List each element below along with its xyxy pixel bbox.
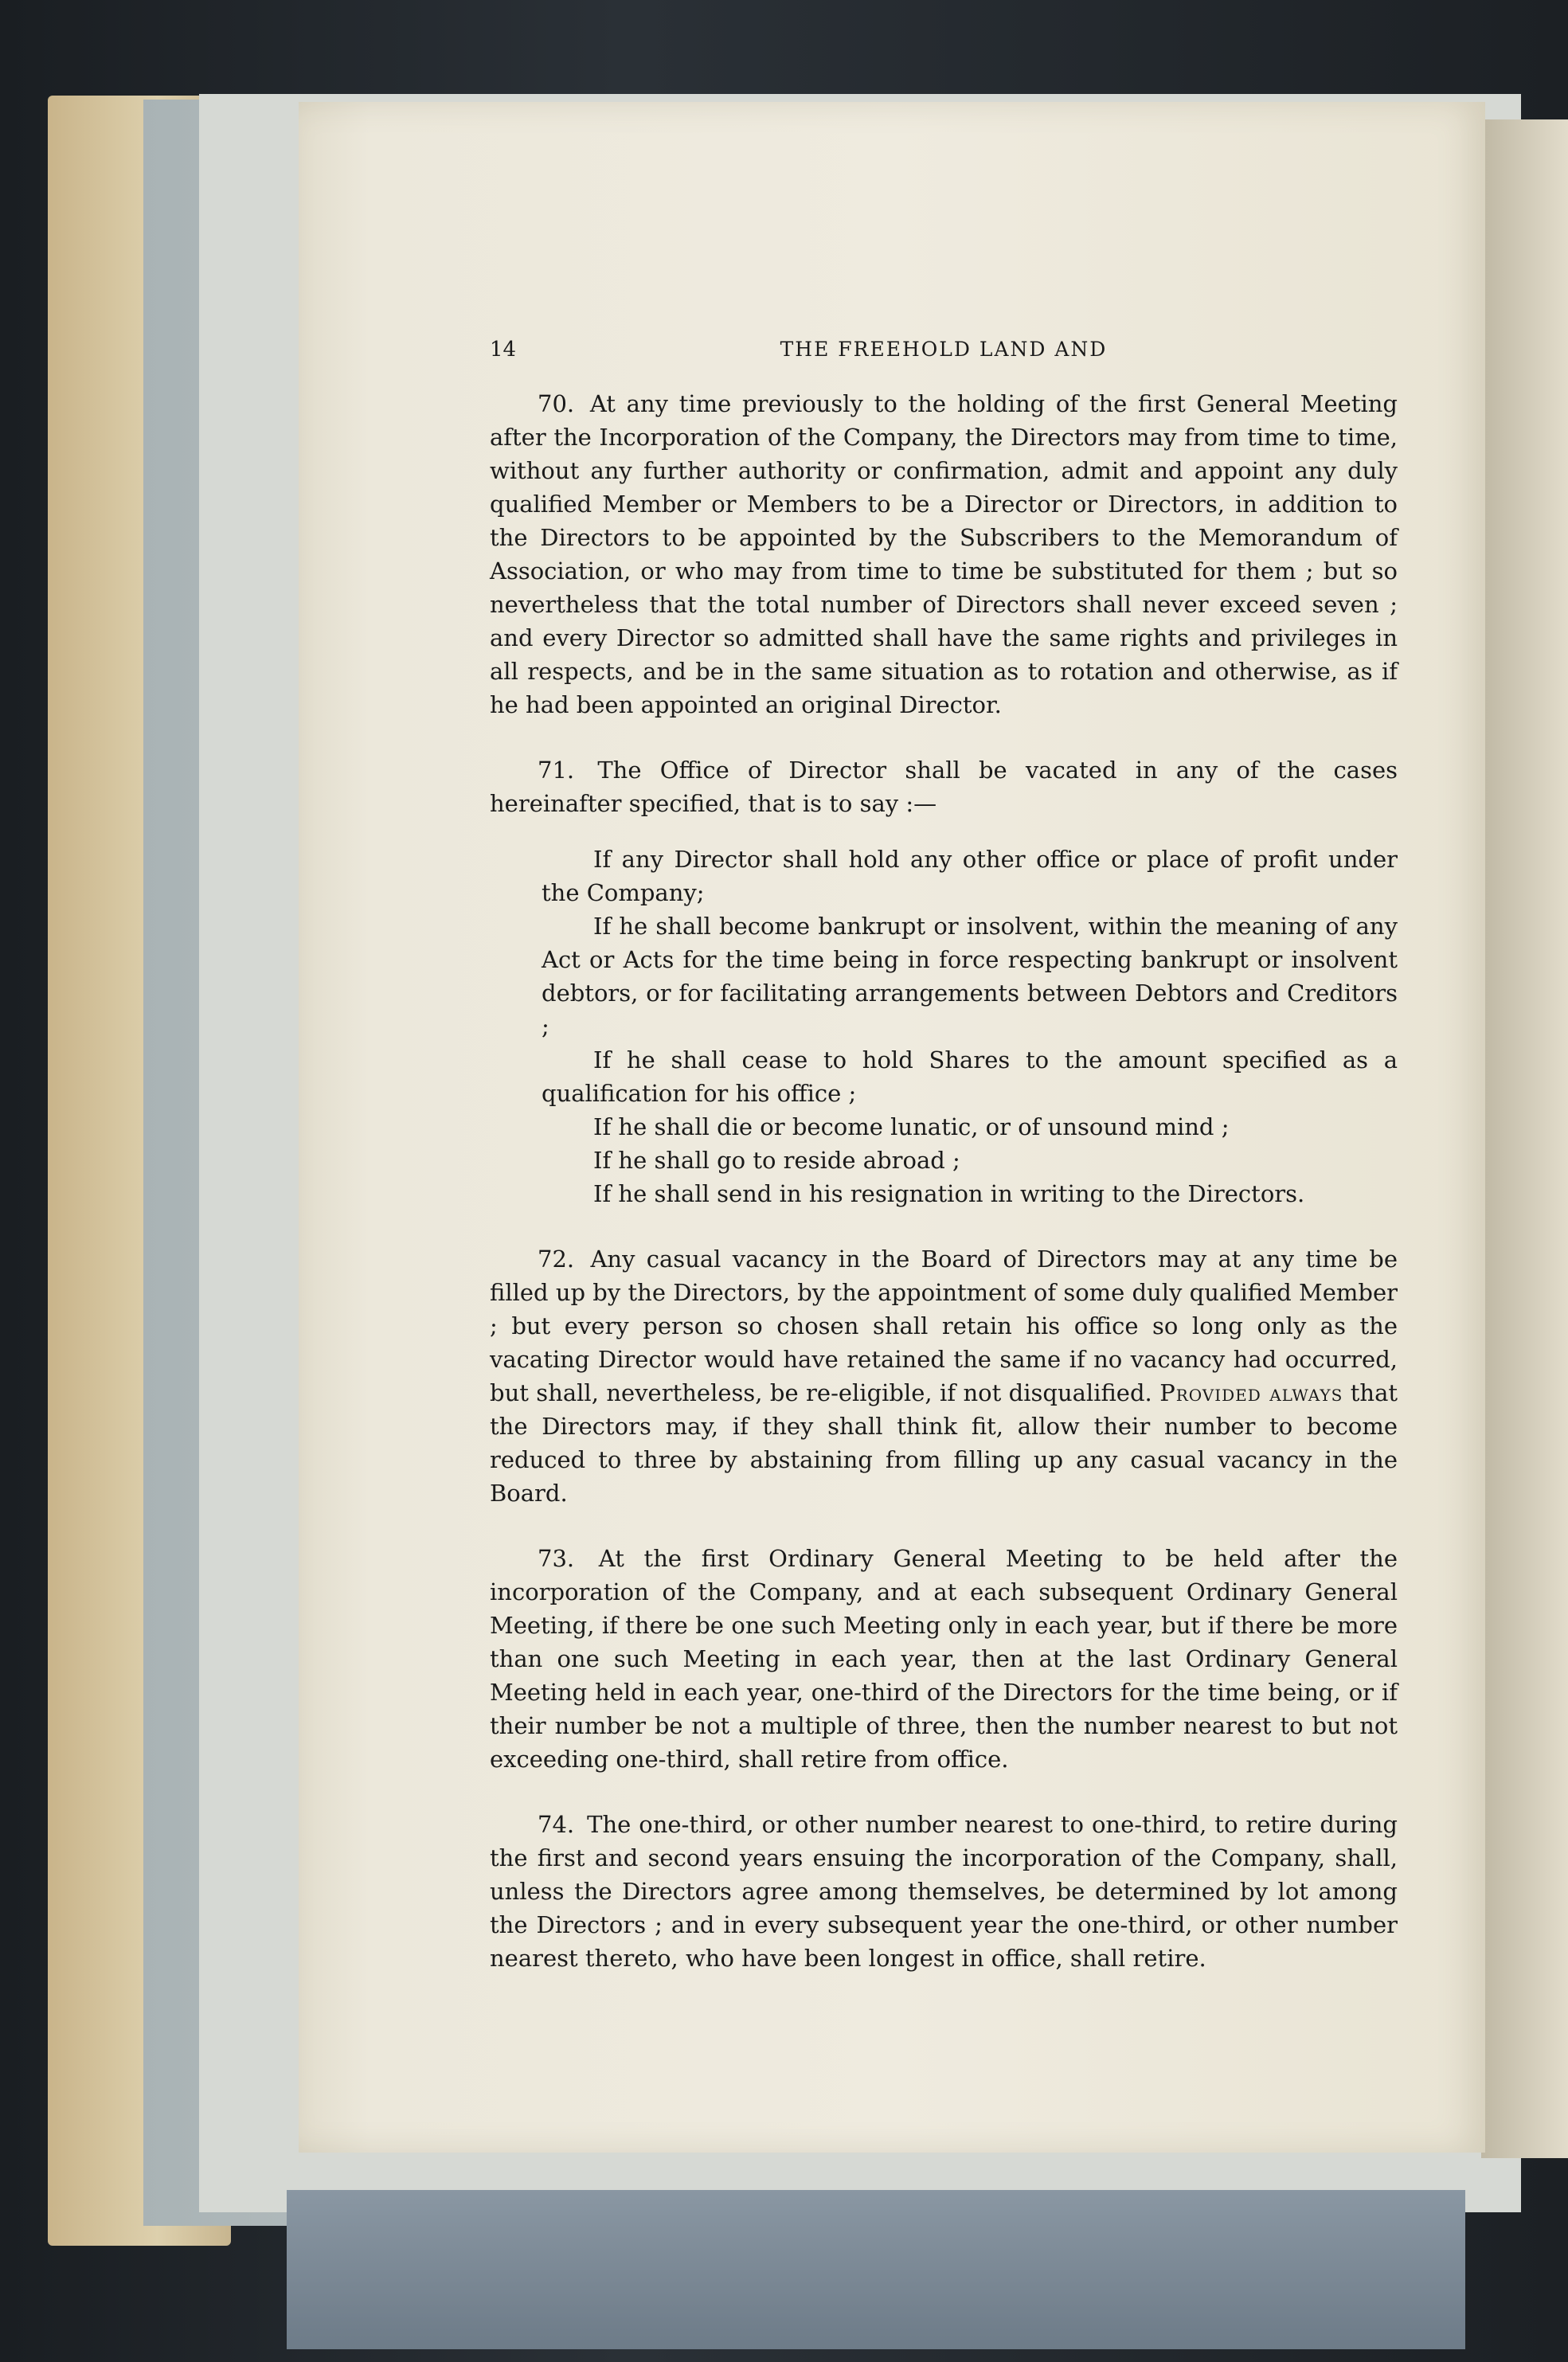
article-72 [490,1242,1398,1510]
subclause: If he shall cease to hold Shares to the amount specified as a qualification for his office ; [542,1046,1398,1107]
article-text: The Office of Director shall be vacated in any of the cases hereinafter specified, that is to say :— [490,757,1398,817]
article-text: At the first Ordinary General Meeting to be held after the incorporation of the Company, and at each subsequent Ordinary General Meeting, if there be one such Meeting only in each year, but if there be more than one such Meeting in each year, then at the last Ordinary General Meeting held in each year, one-third of the Directors for the time being, or if their number be not a multiple of three, then the number nearest to but not exceeding one-third, shall retire from office. [490,1545,1398,1773]
article-text: that the Directors may, if they shall think fit, allow their number to become reduced to three by abstaining from filling up any casual vacancy in the Board. [490,1379,1398,1507]
article-number: 71. [538,757,575,784]
article-text: At any time previously to the holding of the first General Meeting after the Incorporation of the Company, the Directors may from time to time, without any further authority or confirmation, admit and appoint any duly qualified Member or Members to be a Director or Directors, in addition to the Directors to be appointed by the Subscribers to the Memorandum of Association, or who may from time to time be substituted for them ; but so nevertheless that the total number of Directors shall never exceed seven ; and every Director so admitted shall have the same rights and privileges in all respects, and be in the same situation as to rotation and otherwise, as if he had been appointed an original Director. [490,390,1398,718]
facing-page-edge [1481,119,1568,2158]
proviso-label: Provided always [1159,1379,1343,1406]
document-page [299,102,1485,2153]
blue-paper-strip [287,2190,1465,2349]
article-73 [490,1542,1398,1776]
article-74 [490,1808,1398,1975]
article-number: 74. [538,1811,575,1838]
page-text [490,333,1398,2007]
subclause: If he shall send in his resignation in writing to the Directors. [593,1180,1305,1207]
running-title: THE FREEHOLD LAND AND [780,338,1108,361]
page-number: 14 [490,338,517,362]
article-text: Any casual vacancy in the Board of Directors may at any time be filled up by the Directors, by the appointment of some duly qualified Member ; but every person so chosen shall retain his office so long only as the vacating Director would have retained the same if no vacancy had occurred, but shall, nevertheless, be re-eligible, if not disqualified. [490,1246,1398,1406]
article-number: 72. [538,1246,575,1273]
subclause: If he shall become bankrupt or insolvent, within the meaning of any Act or Acts for the time being in force respecting bankrupt or insolvent debtors, or for facilitating arrangements between Debtors and Creditors ; [542,913,1398,1040]
article-70 [490,387,1398,722]
article-number: 73. [538,1545,575,1572]
article-71-subclauses [542,843,1398,1210]
article-number: 70. [538,390,575,417]
article-71 [490,753,1398,820]
running-head [490,333,1398,371]
subclause: If he shall die or become lunatic, or of unsound mind ; [593,1113,1230,1140]
article-text: The one-third, or other number nearest to one-third, to retire during the first and second years ensuing the incorporation of the Company, shall, unless the Directors agree among themselves, be determined by lot among the Directors ; and in every subsequent year the one-third, or other number nearest thereto, who have been longest in office, shall retire. [490,1811,1398,1972]
subclause: If any Director shall hold any other office or place of profit under the Company; [542,846,1398,906]
subclause: If he shall go to reside abroad ; [593,1147,960,1174]
